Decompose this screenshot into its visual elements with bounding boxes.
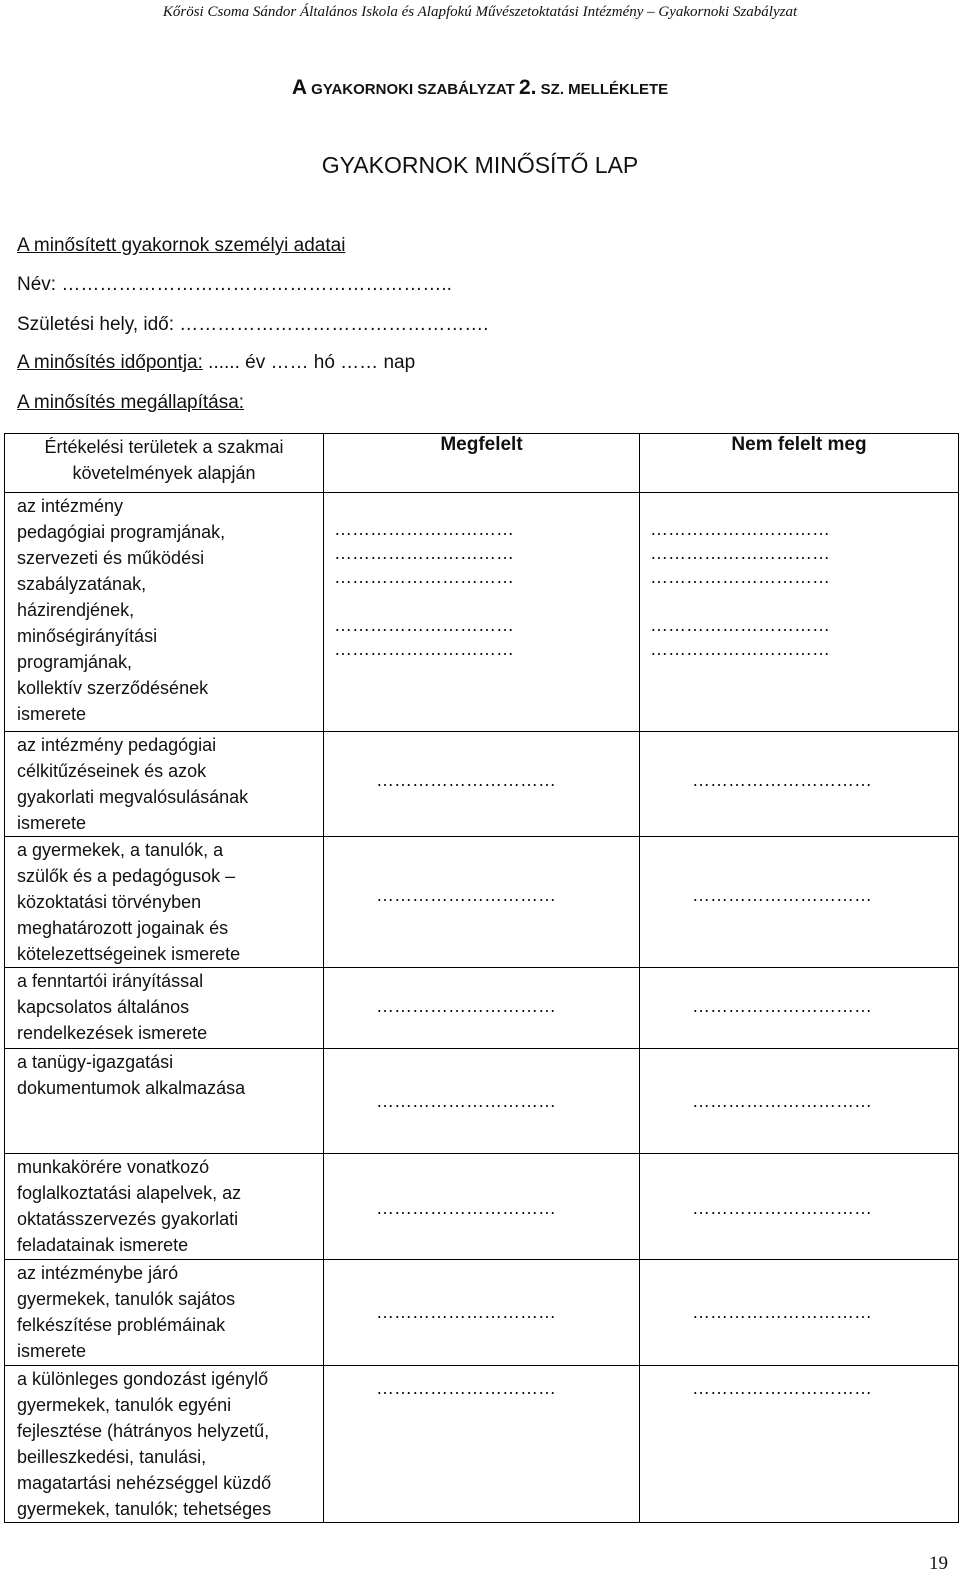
table-row [5, 1154, 959, 1260]
birth-line [17, 314, 489, 336]
failed-cell [640, 968, 959, 1049]
findings-heading: A minősítés megállapítása: [17, 392, 245, 413]
failed-cell [640, 1366, 959, 1523]
failed-cell [640, 1260, 959, 1366]
failed-cell [640, 837, 959, 968]
area-text-line: szülők és a pedagógusok – [17, 866, 236, 886]
page-header: Kőrösi Csoma Sándor Általános Iskola és Alapfokú Művészetoktatási Intézmény – Gyakornoki Szabályzat [162, 4, 798, 20]
area-text-line: közoktatási törvényben [17, 892, 202, 912]
area-text-line: a fenntartói irányítással [17, 971, 204, 991]
annex-e: MELLÉKLETE [568, 81, 669, 98]
passed-cell [324, 1154, 640, 1260]
area-text-line: kötelezettségeinek ismerete [17, 944, 241, 964]
passed-dots-field[interactable]: ………………………… [376, 1091, 556, 1111]
passed-dots-field[interactable]: ………………………… [334, 615, 514, 635]
date-label: A minősítés időpontja: [17, 352, 203, 373]
area-text-line: beilleszkedési, tanulási, [17, 1447, 207, 1467]
failed-cell [640, 1049, 959, 1154]
area-text-line: meghatározott jogainak és [17, 918, 229, 938]
failed-cell [640, 493, 959, 732]
annex-heading [0, 76, 960, 100]
passed-cell [324, 732, 640, 837]
area-text-line: gyakorlati megvalósulásának [17, 787, 249, 807]
area-text-line: kollektív szerződésének [17, 678, 209, 698]
name-field[interactable]: …………………………………………………….. [61, 274, 452, 295]
area-text-line: gyermekek, tanulók egyéni [17, 1395, 232, 1415]
area-text-line: a gyermekek, a tanulók, a [17, 840, 224, 860]
header-passed: Megfelelt [324, 434, 640, 493]
area-text-line: oktatásszervezés gyakorlati [17, 1209, 239, 1229]
failed-dots-field[interactable]: ………………………… [692, 770, 872, 790]
table-row [5, 493, 959, 732]
area-text-line: programjának, [17, 652, 133, 672]
area-cell [5, 968, 324, 1049]
failed-dots-field[interactable]: ………………………… [692, 1198, 872, 1218]
name-line [17, 274, 452, 296]
passed-cell [324, 1049, 640, 1154]
failed-dots-field[interactable]: ………………………… [650, 567, 830, 587]
area-text-line: munkakörére vonatkozó [17, 1157, 210, 1177]
area-text-line: az intézménybe járó [17, 1263, 179, 1283]
passed-dots-field[interactable] [334, 589, 639, 613]
page-number: 19 [929, 1553, 948, 1574]
failed-dots-field[interactable]: ………………………… [692, 885, 872, 905]
failed-dots-field[interactable]: ………………………… [650, 639, 830, 659]
passed-cell [324, 968, 640, 1049]
annex-a: A [291, 76, 307, 99]
area-text-line: felkészítése problémáinak [17, 1315, 226, 1335]
evaluation-table [4, 433, 959, 1523]
annex-c: 2. [518, 76, 537, 99]
area-cell [5, 732, 324, 837]
area-text-line: ismerete [17, 704, 87, 724]
failed-dots-field[interactable]: ………………………… [650, 543, 830, 563]
area-text-line: az intézmény [17, 496, 124, 516]
area-text-line: házirendjének, [17, 600, 135, 620]
area-cell [5, 1049, 324, 1154]
failed-cell [640, 1154, 959, 1260]
page-title: GYAKORNOK MINŐSÍTŐ LAP [321, 152, 639, 178]
passed-dots-field[interactable]: ………………………… [376, 996, 556, 1016]
personal-data-heading: A minősített gyakornok személyi adatai [17, 235, 346, 256]
area-text-line: ismerete [17, 1341, 87, 1361]
table-row [5, 732, 959, 837]
failed-cell [640, 732, 959, 837]
area-text-line: dokumentumok alkalmazása [17, 1078, 246, 1098]
area-text-line: rendelkezések ismerete [17, 1023, 208, 1043]
passed-dots-field[interactable]: ………………………… [376, 1302, 556, 1322]
failed-dots-field[interactable]: ………………………… [692, 1302, 872, 1322]
failed-dots-field[interactable]: ………………………… [692, 996, 872, 1016]
passed-dots-field[interactable]: ………………………… [376, 1378, 556, 1398]
area-text-line: feladatainak ismerete [17, 1235, 189, 1255]
table-row [5, 968, 959, 1049]
area-text-line: kapcsolatos általános [17, 997, 190, 1017]
passed-dots-field[interactable]: ………………………… [334, 639, 514, 659]
area-text-line: célkitűzéseinek és azok [17, 761, 207, 781]
passed-dots-field[interactable]: ………………………… [376, 770, 556, 790]
table-row [5, 1049, 959, 1154]
passed-dots-field[interactable]: ………………………… [376, 885, 556, 905]
area-text-line: foglalkoztatási alapelvek, az [17, 1183, 242, 1203]
area-text-line: ismerete [17, 813, 87, 833]
area-text-line: gyermekek, tanulók sajátos [17, 1289, 236, 1309]
area-text-line: a tanügy-igazgatási [17, 1052, 174, 1072]
area-cell [5, 493, 324, 732]
passed-dots-field[interactable]: ………………………… [376, 1198, 556, 1218]
passed-dots-field[interactable]: ………………………… [334, 519, 514, 539]
passed-cell [324, 493, 640, 732]
table-row [5, 837, 959, 968]
area-text-line: minőségirányítási [17, 626, 158, 646]
area-text-line: magatartási nehézséggel küzdő [17, 1473, 272, 1493]
failed-dots-field[interactable]: ………………………… [692, 1378, 872, 1398]
table-row [5, 1260, 959, 1366]
passed-cell [324, 1260, 640, 1366]
annex-d: SZ. [540, 81, 564, 98]
birth-field[interactable]: …………………………………………. [179, 314, 489, 335]
area-cell [5, 1154, 324, 1260]
area-text-line: gyermekek, tanulók; tehetséges [17, 1499, 272, 1519]
area-text-line: pedagógiai programjának, [17, 522, 226, 542]
table-row [5, 1366, 959, 1523]
header-failed: Nem felelt meg [640, 434, 959, 493]
table-header-row [5, 434, 959, 493]
passed-dots-field[interactable]: ………………………… [334, 567, 514, 587]
area-text-line: a különleges gondozást igénylő [17, 1369, 269, 1389]
failed-dots-field[interactable]: ………………………… [650, 615, 830, 635]
area-cell [5, 837, 324, 968]
passed-cell [324, 837, 640, 968]
failed-dots-field[interactable] [650, 589, 958, 613]
date-line [17, 352, 415, 374]
area-text-line: fejlesztése (hátrányos helyzetű, [17, 1421, 270, 1441]
area-text-line: az intézmény pedagógiai [17, 735, 217, 755]
area-text-line: szabályzatának, [17, 574, 147, 594]
passed-cell [324, 1366, 640, 1523]
name-label: Név: [17, 274, 57, 295]
annex-b: GYAKORNOKI SZABÁLYZAT [311, 81, 515, 98]
header-areas: Értékelési területek a szakmai követelmények alapján [5, 434, 324, 493]
area-cell [5, 1366, 324, 1523]
failed-dots-field[interactable]: ………………………… [692, 1091, 872, 1111]
passed-dots-field[interactable]: ………………………… [334, 543, 514, 563]
date-field[interactable]: ...... év …… hó …… nap [208, 352, 416, 373]
failed-dots-field[interactable]: ………………………… [650, 519, 830, 539]
area-cell [5, 1260, 324, 1366]
area-text-line: szervezeti és működési [17, 548, 205, 568]
birth-label: Születési hely, idő: [17, 314, 175, 335]
